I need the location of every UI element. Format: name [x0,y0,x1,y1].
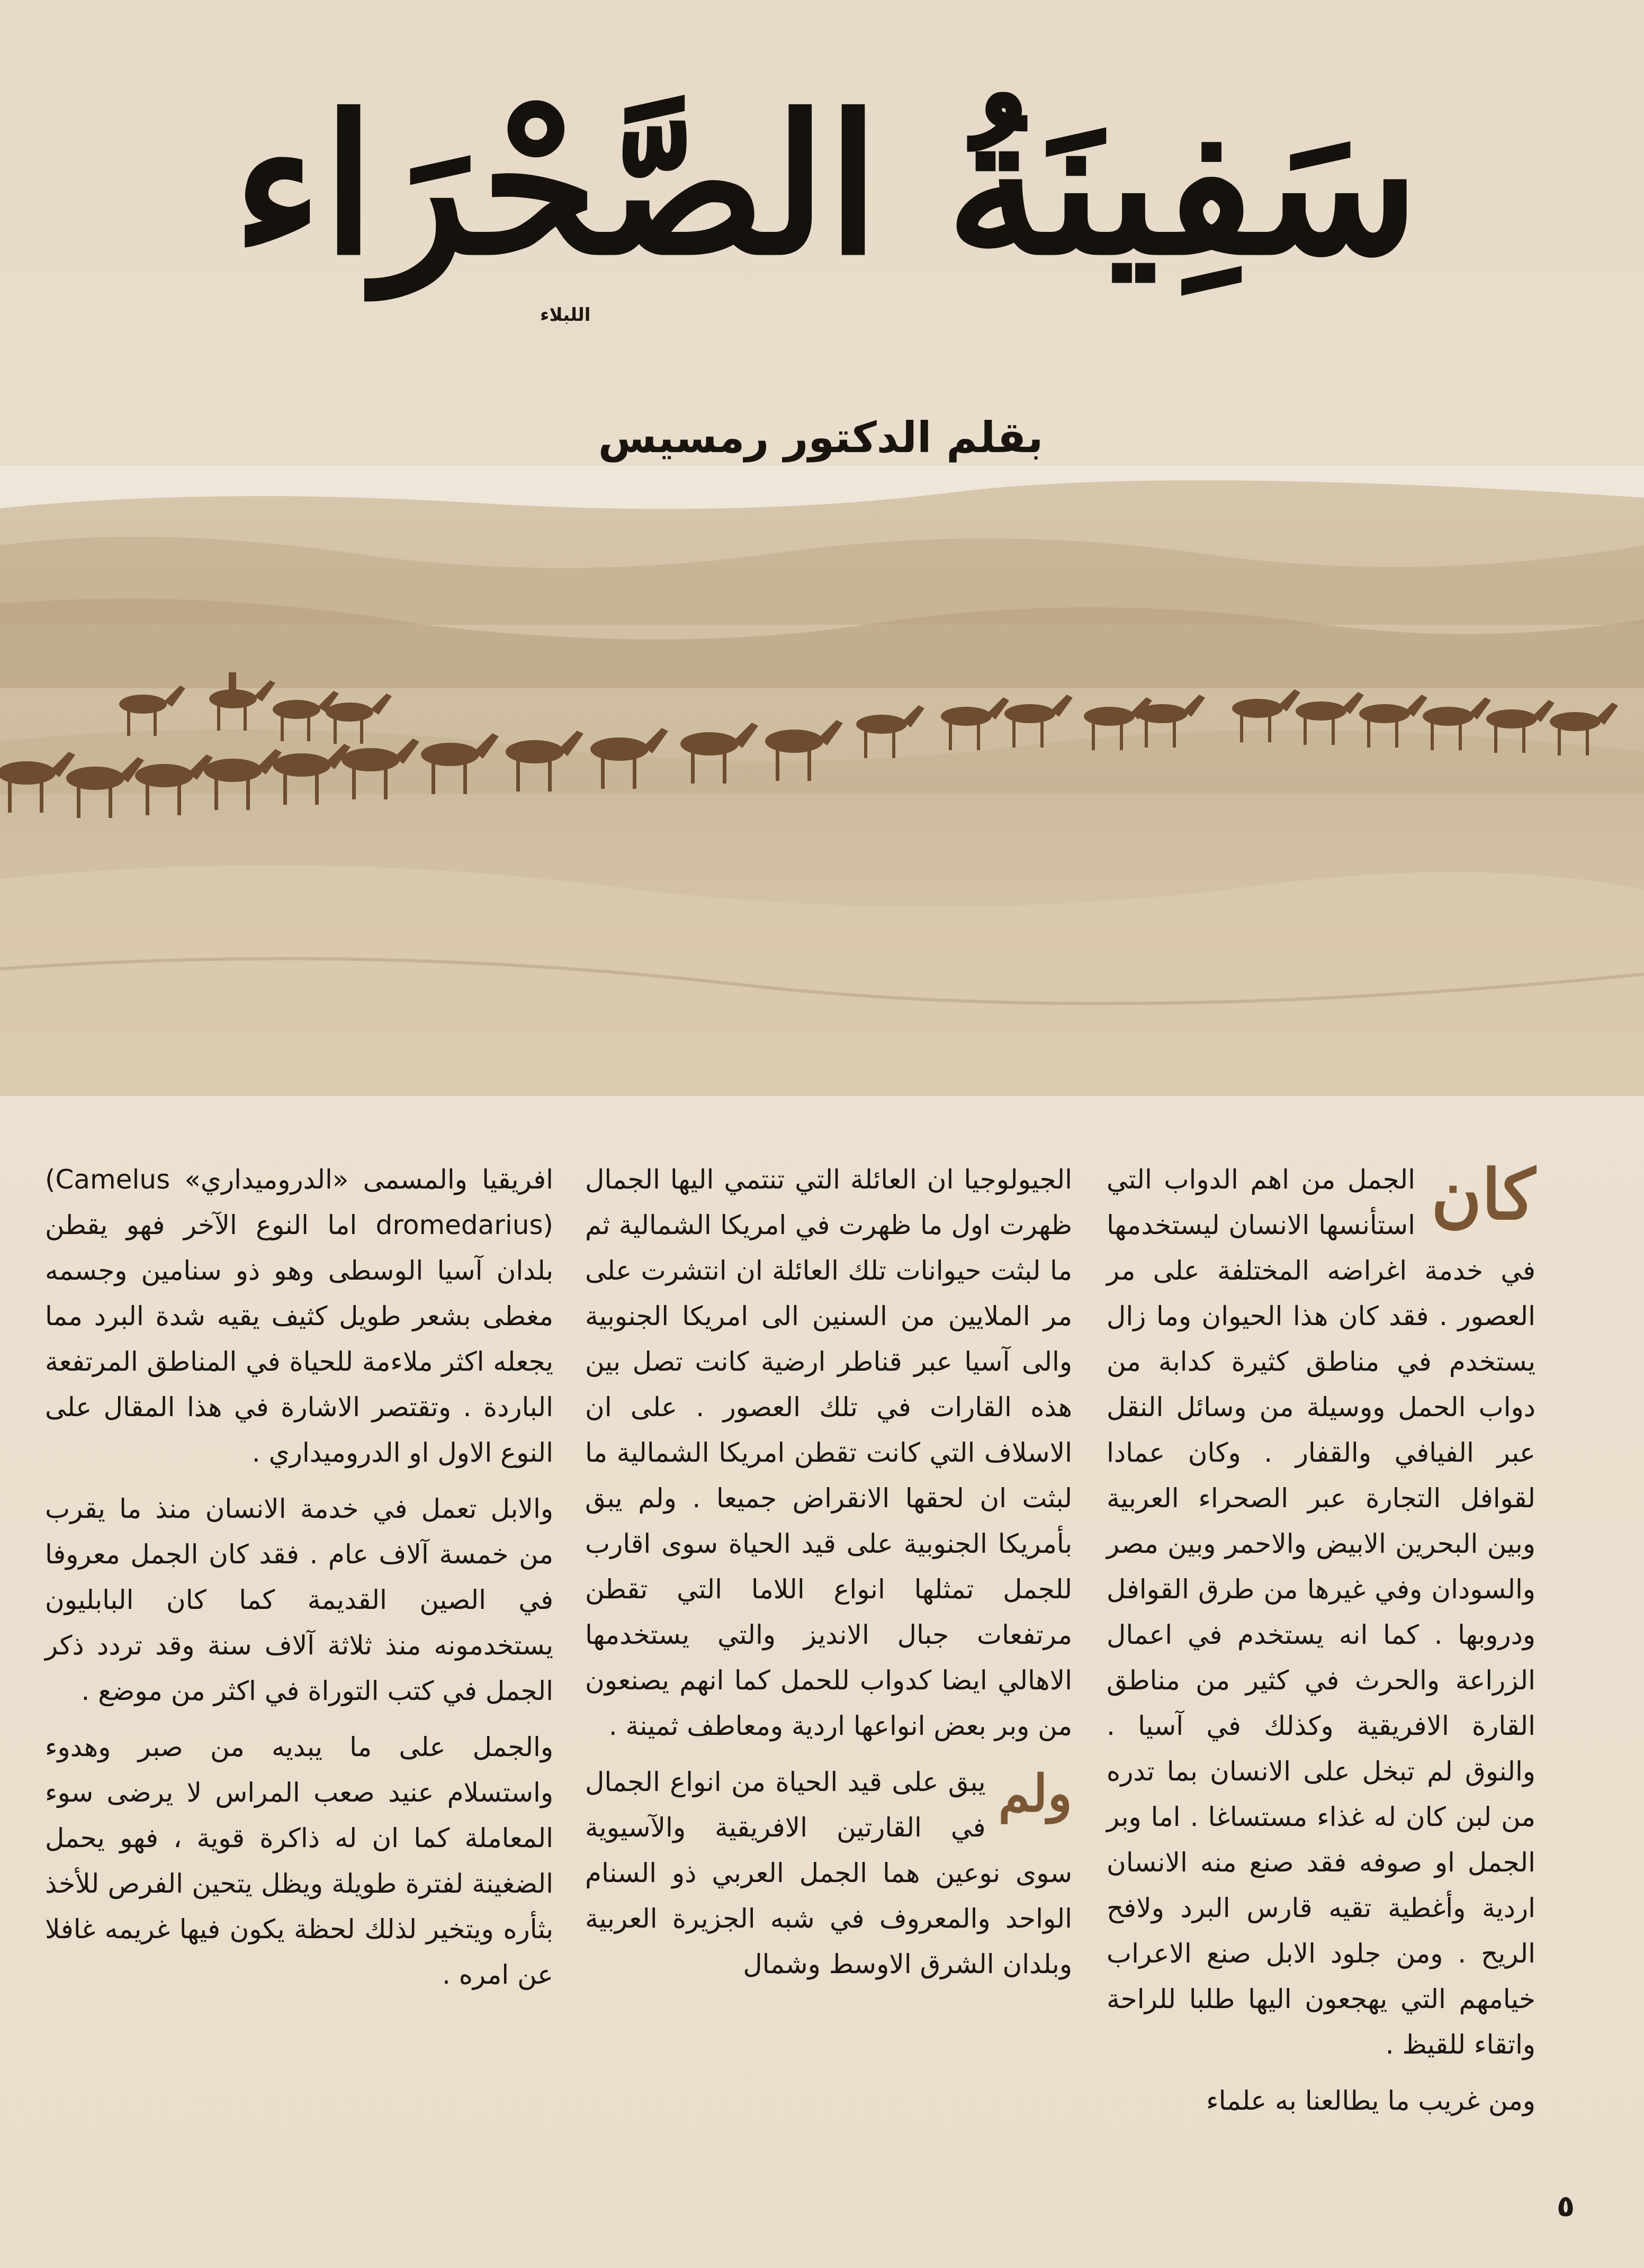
paragraph-text: افريقيا والمسمى «الدروميداري» [184,1164,553,1195]
title-signature-mark: اللبلاء [540,304,591,326]
article-column-right [1107,1154,1535,2134]
camel-caravan-photo [0,466,1644,1096]
paragraph: ومن غريب ما يطالعنا به علماء [1206,2085,1535,2116]
page-number: ٥ [1557,2189,1575,2224]
paragraph: والجمل على ما يبديه من صبر وهدوء واستسلام عنيد صعب المراس لا يرضى سوء المعاملة كما ان له ذاكرة قوية ، فهو يحمل الضغينة لفترة طويلة ويظل يتحين الفرص للأخذ بثأره ويتخير لذلك لحظة يكون فيها غريمه غافلا عن امره . [45,1732,553,1990]
paragraph-text: اما النوع الآخر فهو يقطن بلدان آسيا الوسطى وهو ذو سنامين وجسمه مغطى بشعر طويل كثيف يقيه شدة البرد مما يجعله اكثر ملاءمة للحياة في المناطق المرتفعة الباردة . وتقتصر الاشارة في هذا المقال على النوع الاول او الدروميداري . [45,1210,553,1468]
desert-photo-graphic [0,466,1644,1096]
author-byline: بقلم الدكتور رمسيس [598,413,1044,462]
paragraph-text: يبق على قيد الحياة من انواع الجمال في القارتين الافريقية والآسيوية سوى نوعين هما الجمل العربي ذو السنام الواحد والمعروف في شبه الجزيرة العربية وبلدان الشرق الاوسط وشمال [585,1767,1072,1979]
drop-cap: ولم [998,1763,1072,1823]
article-title: سَفِينَةُ الصَّحْرَاء [232,74,1420,297]
paragraph: والابل تعمل في خدمة الانسان منذ ما يقرب من خمسة آلاف عام . فقد كان الجمل معروفا في الصين القديمة كما كان البابليون يستخدمونه منذ ثلاثة آلاف سنة وقد تردد ذكر الجمل في كتب التوراة في اكثر من موضع . [45,1493,553,1706]
article-column-middle [585,1157,1072,1997]
paragraph: الجمل من اهم الدواب التي استأنسها الانسان ليستخدمها في خدمة اغراضه المختلفة على مر العصور . فقد كان هذا الحيوان وما زال يستخدم في مناطق كثيرة كدابة من دواب الحمل ووسيلة من وسائل النقل عبر الفيافي والقفار . وكان عمادا لقوافل التجارة عبر الصحراء العربية وبين البحرين الابيض والاحمر وبين مصر والسودان وفي غيرها من طرق القوافل ودروبها . كما انه يستخدم في اعمال الزراعة والحرث في كثير من مناطق القارة الافريقية وكذلك في آسيا . والنوق لم تبخل على الانسان بما تدره من لبن كان له غذاء مستساغا . اما وبر الجمل او صوفه فقد صنع منه الانسان اردية وأغطية تقيه قارس البرد ولافح الريح . ومن جلود الابل صنع الاعراب خيامهم التي يهجعون اليها طلبا للراحة واتقاء للقيظ . [1107,1164,1535,2060]
paragraph: الجيولوجيا ان العائلة التي تنتمي اليها الجمال ظهرت اول ما ظهرت في امريكا الشمالية ثم ما لبثت حيوانات تلك العائلة ان انتشرت على مر الملايين من السنين الى امريكا الجنوبية والى آسيا عبر قناطر ارضية كانت تصل بين هذه القارات في تلك العصور . على ان الاسلاف التي كانت تقطن امريكا الشمالية ما لبثت ان لحقها الانقراض جميعا . ولم يبق بأمريكا الجنوبية على قيد الحياة سوى اقارب للجمل تمثلها انواع اللاما التي تقطن مرتفعات جبال الانديز والتي يستخدمها الاهالي ايضا كدواب للحمل كما انهم يصنعون من وبر بعض انواعها اردية ومعاطف ثمينة . [585,1164,1072,1741]
article-column-left [45,1157,553,2008]
paragraph [585,1759,1072,1987]
drop-cap: كان [1431,1154,1535,1235]
scientific-name: (Camelus dromedarius) [45,1164,553,1240]
paragraph [45,1157,553,1475]
